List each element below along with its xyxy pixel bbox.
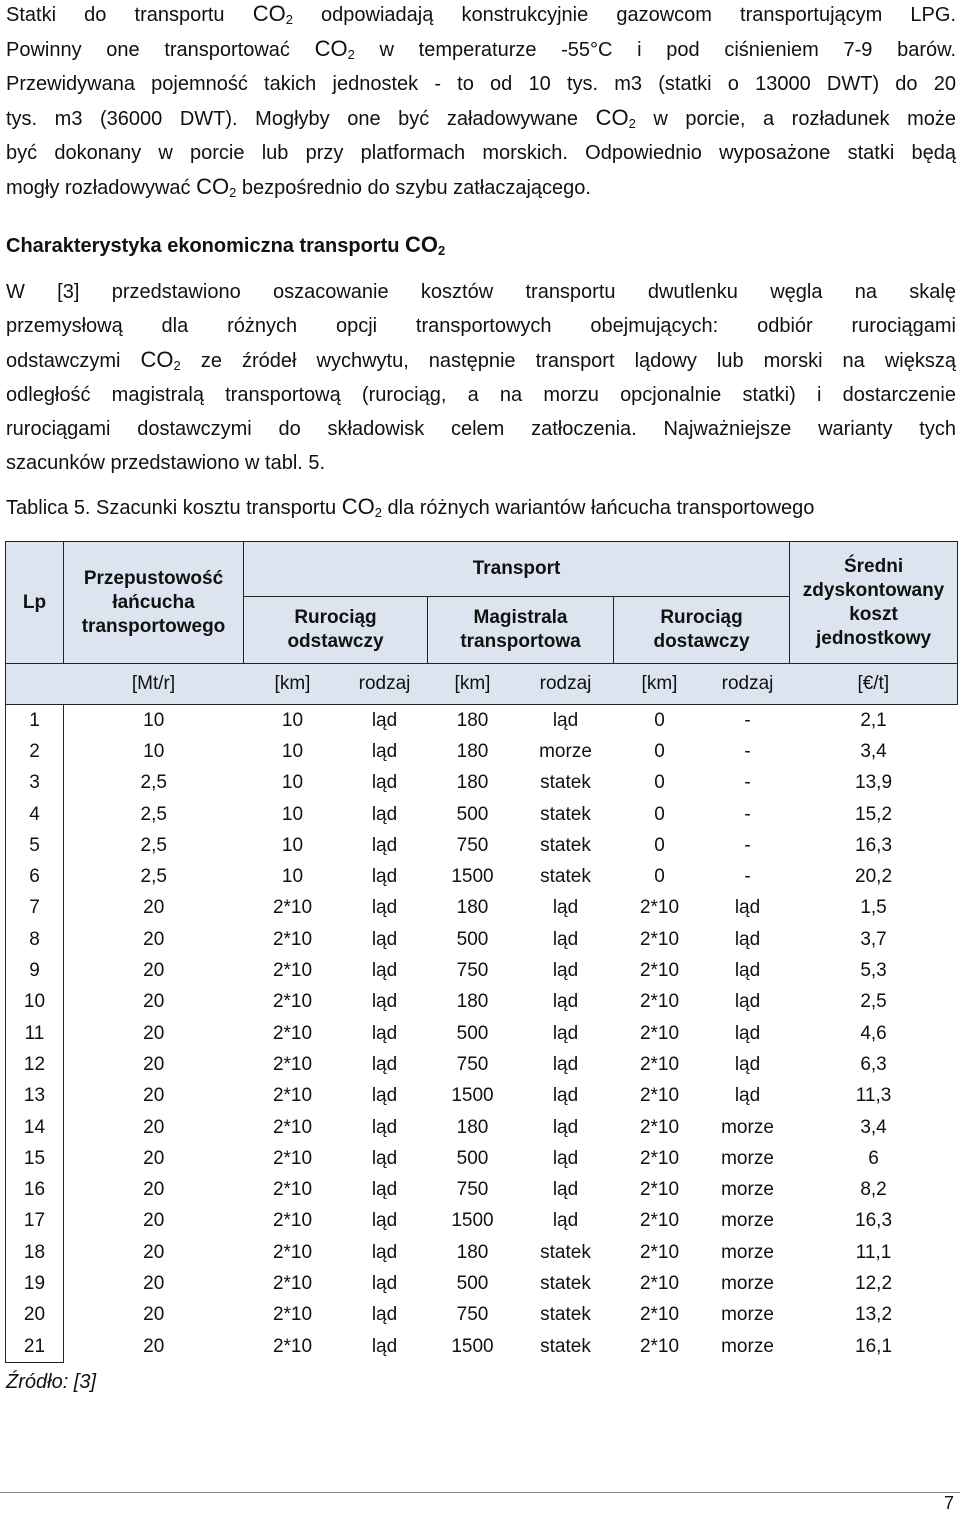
table-cell: 2*10 (639, 1335, 680, 1357)
table-cell: ląd (734, 1053, 761, 1075)
table-cell: 10 (281, 740, 304, 762)
row-number-cell: 18 (6, 1237, 64, 1268)
table-cell: 750 (456, 834, 489, 856)
table-cell: ląd (371, 1022, 398, 1044)
table-row (6, 1174, 958, 1205)
transport-cost-table (5, 541, 958, 1363)
table-cell: 180 (456, 772, 489, 794)
table-cell: 10 (143, 709, 165, 731)
header-feeder-pipeline: Rurociąg odstawczy (244, 597, 428, 664)
header-cost: Średni zdyskontowany koszt jednostkowy (790, 542, 958, 664)
text-line: szacunków przedstawiono w tabl. 5. (6, 452, 326, 474)
table-row (6, 799, 958, 830)
header-lp: Lp (6, 542, 64, 664)
table-cell: ląd (734, 897, 761, 919)
intro-paragraph (6, 0, 956, 205)
row-number-cell: 1 (6, 705, 64, 737)
table-cell: ląd (371, 1053, 398, 1075)
table-row (6, 1237, 958, 1268)
table-cell: ląd (552, 991, 579, 1013)
table-row (6, 1018, 958, 1049)
table-row (6, 987, 958, 1018)
table-cell: 2*10 (272, 1022, 313, 1044)
text-line: rurociągami dostawczymi do składowisk celem zatłoczenia. Najważniejsze warianty tych (6, 418, 956, 440)
text-line: być dokonany w porcie lub przy platformach morskich. Odpowiednio wyposażone statki będą (6, 142, 956, 164)
table-cell: morze (721, 1335, 774, 1357)
table-cell: - (744, 803, 751, 825)
table-cell: ląd (371, 897, 398, 919)
table-cell: 1,5 (860, 897, 887, 919)
table-cell: ląd (371, 960, 398, 982)
table-cell: morze (539, 740, 592, 762)
table-cell: 20 (143, 960, 165, 982)
table-cell: 10 (281, 834, 304, 856)
table-cell: ląd (371, 772, 398, 794)
text-line: mogły rozładowywać $CO_2$ bezpośrednio do szybu zatłaczającego. (6, 174, 591, 200)
units-cell: rodzaj (518, 664, 614, 705)
table-cell: statek (540, 1241, 591, 1263)
page-number: 7 (943, 1493, 954, 1513)
text-line: tys. m3 (36000 DWT). Mogłyby one być załadowywane $CO_2$ w porcie, a rozładunek może (6, 105, 956, 131)
units-cell: rodzaj (342, 664, 428, 705)
table-cell: ląd (552, 960, 579, 982)
table-cell: 2*10 (272, 1272, 313, 1294)
table-cell: 500 (456, 1147, 489, 1169)
header-trunk-line: Magistrala transportowa (428, 597, 614, 664)
table-cell: morze (721, 1147, 774, 1169)
table-cell: statek (540, 1272, 591, 1294)
table-cell: 11,3 (855, 1085, 892, 1107)
table-row (6, 736, 958, 767)
row-number-cell: 2 (6, 736, 64, 767)
table-cell: ląd (734, 991, 761, 1013)
table-cell: ląd (371, 1210, 398, 1232)
table-cell: 1500 (451, 1335, 494, 1357)
table-cell: morze (721, 1116, 774, 1138)
table-cell: 0 (654, 709, 665, 731)
table-cell: ląd (734, 928, 761, 950)
table-cell: ląd (371, 709, 398, 731)
row-number-cell: 9 (6, 955, 64, 986)
table-cell: 500 (456, 1022, 489, 1044)
table-cell: 10 (143, 740, 165, 762)
table-cell: ląd (552, 897, 579, 919)
units-cell: [km] (428, 664, 518, 705)
text-line: Przewidywana pojemność takich jednostek - to od 10 tys. m3 (statki o 13000 DWT) do 20 (6, 73, 956, 95)
table-cell: 10 (281, 866, 304, 888)
row-number-cell: 6 (6, 861, 64, 892)
table-cell: 20 (143, 1147, 165, 1169)
text-line: odległość magistralą transportową (rurociąg, a na morzu opcjonalnie statki) i dostarczenie (6, 384, 956, 406)
table-cell: 2*10 (272, 1116, 313, 1138)
table-cell: 16,3 (855, 1210, 893, 1232)
table-cell: ląd (734, 1022, 761, 1044)
row-number-cell: 16 (6, 1174, 64, 1205)
units-cell: [Mt/r] (64, 664, 244, 705)
table-cell: 2*10 (272, 960, 313, 982)
table-cell: 2*10 (272, 1179, 313, 1201)
table-cell: ląd (371, 740, 398, 762)
table-cell: morze (721, 1272, 774, 1294)
table-cell: ląd (552, 1022, 579, 1044)
table-cell: 2*10 (639, 960, 680, 982)
units-cell: rodzaj (706, 664, 790, 705)
table-cell: 10 (281, 803, 304, 825)
footer-divider (0, 1492, 960, 1493)
table-cell: 4,6 (860, 1022, 887, 1044)
table-cell: 2*10 (272, 897, 313, 919)
table-cell: 2*10 (272, 1304, 313, 1326)
table-cell: 2,5 (860, 991, 887, 1013)
table-cell: 0 (654, 866, 665, 888)
table-cell: 3,7 (860, 928, 887, 950)
table-row (6, 1049, 958, 1080)
table-cell: 20 (143, 1116, 165, 1138)
table-cell: ląd (371, 1147, 398, 1169)
table-cell: 180 (456, 1241, 489, 1263)
table-cell: ląd (371, 991, 398, 1013)
table-cell: 180 (456, 991, 489, 1013)
table-row (6, 1300, 958, 1331)
table-cell: ląd (371, 928, 398, 950)
table-cell: 500 (456, 928, 489, 950)
table-cell: 2*10 (639, 991, 680, 1013)
table-cell: ląd (552, 1210, 579, 1232)
text-line: Statki do transportu $CO_2$ odpowiadają konstrukcyjnie gazowcom transportującym LPG. (6, 1, 957, 27)
table-cell: 20 (143, 928, 165, 950)
table-cell: 750 (456, 1179, 489, 1201)
table-cell: 2*10 (639, 1085, 680, 1107)
table-cell: ląd (371, 834, 398, 856)
table-cell: 16,3 (855, 834, 893, 856)
table-cell: ląd (371, 1272, 398, 1294)
row-number-cell: 17 (6, 1206, 64, 1237)
table-cell: 20 (143, 1241, 165, 1263)
table-cell: ląd (371, 1241, 398, 1263)
table-cell: - (744, 834, 751, 856)
table-cell: ląd (734, 960, 761, 982)
table-cell: statek (540, 772, 591, 794)
table-cell: 16,1 (855, 1335, 893, 1357)
row-number-cell: 7 (6, 893, 64, 924)
table-cell: 6,3 (860, 1053, 887, 1075)
table-cell: 20 (143, 1272, 165, 1294)
row-number-cell: 10 (6, 987, 64, 1018)
table-cell: 2*10 (639, 1241, 680, 1263)
table-cell: 15,2 (855, 803, 893, 825)
table-cell: 2,5 (140, 772, 167, 794)
table-cell: morze (721, 1210, 774, 1232)
row-number-cell: 13 (6, 1081, 64, 1112)
table-row (6, 1331, 958, 1363)
row-number-cell: 4 (6, 799, 64, 830)
table-cell: 10 (281, 772, 304, 794)
table-cell: 20 (143, 897, 165, 919)
table-cell: 10 (281, 709, 304, 731)
table-cell: ląd (371, 1304, 398, 1326)
table-cell: 180 (456, 709, 489, 731)
table-cell: ląd (552, 709, 579, 731)
table-cell: 2*10 (272, 1053, 313, 1075)
table-cell: 180 (456, 1116, 489, 1138)
table-row (6, 893, 958, 924)
table-cell: 2*10 (272, 991, 313, 1013)
table-cell: 20,2 (855, 866, 893, 888)
table-row (6, 1206, 958, 1237)
table-cell: 2*10 (639, 1210, 680, 1232)
table-row (6, 1081, 958, 1112)
row-number-cell: 5 (6, 830, 64, 861)
table-cell: ląd (552, 928, 579, 950)
text-line: odstawczymi $CO_2$ ze źródeł wychwytu, następnie transport lądowy lub morski na większą (6, 347, 956, 373)
table-cell: 1500 (451, 866, 494, 888)
table-cell: - (744, 740, 751, 762)
table-cell: 2*10 (272, 1335, 313, 1357)
table-cell: morze (721, 1241, 774, 1263)
table-cell: 750 (456, 1053, 489, 1075)
table-cell: 20 (143, 1335, 165, 1357)
table-cell: 2*10 (639, 1179, 680, 1201)
table-row (6, 1143, 958, 1174)
row-number-cell: 15 (6, 1143, 64, 1174)
table-row (6, 705, 958, 737)
row-number-cell: 12 (6, 1049, 64, 1080)
table-cell: 2*10 (639, 897, 680, 919)
row-number-cell: 21 (6, 1331, 64, 1363)
table-cell: ląd (552, 1179, 579, 1201)
table-cell: 20 (143, 991, 165, 1013)
table-cell: 3,4 (860, 1116, 887, 1138)
table-cell: 500 (456, 803, 489, 825)
table-cell: 3,4 (860, 740, 887, 762)
table-cell: 0 (654, 740, 665, 762)
text-line: W [3] przedstawiono oszacowanie kosztów transportu dwutlenku węgla na skalę (6, 281, 956, 303)
table-cell: statek (540, 1304, 591, 1326)
units-cell: [km] (244, 664, 342, 705)
table-cell: 2,5 (140, 803, 167, 825)
table-cell: 13,9 (855, 772, 893, 794)
table-cell: ląd (552, 1116, 579, 1138)
table-cell: 20 (143, 1085, 165, 1107)
table-cell: statek (540, 834, 591, 856)
table-cell: 20 (143, 1179, 165, 1201)
table-cell: 750 (456, 960, 489, 982)
table-cell: - (744, 709, 751, 731)
table-cell: 2,5 (140, 866, 167, 888)
table-cell: statek (540, 866, 591, 888)
table-cell: ląd (734, 1085, 761, 1107)
table-cell: 2*10 (639, 1304, 680, 1326)
table-cell: 2*10 (639, 1116, 680, 1138)
table-row (6, 1112, 958, 1143)
table-cell: 750 (456, 1304, 489, 1326)
table-cell: 2,5 (140, 834, 167, 856)
table-cell: 1500 (451, 1085, 494, 1107)
table-cell: 2*10 (272, 1210, 313, 1232)
table-cell: 6 (868, 1147, 879, 1169)
table-cell: 2*10 (272, 1147, 313, 1169)
section-heading: Charakterystyka ekonomiczna transportu $CO_2$ (6, 232, 446, 258)
row-number-cell: 8 (6, 924, 64, 955)
table-body (6, 705, 958, 1363)
table-cell: 500 (456, 1272, 489, 1294)
table-cell: ląd (552, 1085, 579, 1107)
table-cell: ląd (371, 1085, 398, 1107)
table-caption: Tablica 5. Szacunki kosztu transportu $CO_2$ dla różnych wariantów łańcucha transportowego (6, 494, 815, 520)
row-number-cell: 3 (6, 768, 64, 799)
table-cell: - (744, 866, 751, 888)
header-capacity: Przepustowość łańcucha transportowego (64, 542, 244, 664)
table-cell: ląd (371, 1335, 398, 1357)
table-row (6, 924, 958, 955)
table-cell: 180 (456, 897, 489, 919)
table-cell: 5,3 (860, 960, 887, 982)
units-cell: [€/t] (790, 664, 958, 705)
table-row (6, 768, 958, 799)
table-cell: 2*10 (272, 928, 313, 950)
table-cell: 20 (143, 1022, 165, 1044)
table-cell: 8,2 (860, 1179, 887, 1201)
table-cell: 12,2 (855, 1272, 893, 1294)
table-cell: 1500 (451, 1210, 494, 1232)
table-cell: 2*10 (639, 1022, 680, 1044)
row-number-cell: 11 (6, 1018, 64, 1049)
table-cell: statek (540, 1335, 591, 1357)
table-cell: ląd (552, 1053, 579, 1075)
table-cell: ląd (371, 1116, 398, 1138)
table-cell: - (744, 772, 751, 794)
table-cell: 20 (143, 1210, 165, 1232)
table-cell: 0 (654, 803, 665, 825)
text-line: Powinny one transportować $CO_2$ w temperaturze -55°C i pod ciśnieniem 7-9 barów. (6, 36, 957, 62)
header-transport: Transport (244, 542, 790, 597)
table-cell: 2*10 (639, 1147, 680, 1169)
units-cell: [km] (614, 664, 706, 705)
table-cell: ląd (371, 803, 398, 825)
table-row (6, 955, 958, 986)
table-row (6, 1268, 958, 1299)
text-line: przemysłową dla różnych opcji transportowych obejmujących: odbiór rurociągami (6, 315, 956, 337)
table-cell: morze (721, 1304, 774, 1326)
units-cell-blank (6, 664, 64, 705)
table-cell: 2,1 (860, 709, 887, 731)
section-paragraph (6, 275, 956, 480)
table-cell: 2*10 (639, 928, 680, 950)
table-cell: 20 (143, 1053, 165, 1075)
units-row (6, 664, 958, 705)
row-number-cell: 19 (6, 1268, 64, 1299)
table-cell: 2*10 (639, 1053, 680, 1075)
table-cell: ląd (371, 866, 398, 888)
header-delivery-pipeline: Rurociąg dostawczy (614, 597, 790, 664)
table-cell: 13,2 (855, 1304, 893, 1326)
table-cell: morze (721, 1179, 774, 1201)
row-number-cell: 20 (6, 1300, 64, 1331)
table-cell: 20 (143, 1304, 165, 1326)
table-cell: 2*10 (639, 1272, 680, 1294)
table-row (6, 830, 958, 861)
source-note: Źródło: [3] (6, 1371, 97, 1393)
table-cell: ląd (371, 1179, 398, 1201)
table-cell: 0 (654, 834, 665, 856)
table-cell: 180 (456, 740, 489, 762)
table-cell: 11,1 (855, 1241, 892, 1263)
table-cell: statek (540, 803, 591, 825)
table-row (6, 861, 958, 892)
table-cell: 0 (654, 772, 665, 794)
table-cell: ląd (552, 1147, 579, 1169)
table-cell: 2*10 (272, 1241, 313, 1263)
table-cell: 2*10 (272, 1085, 313, 1107)
row-number-cell: 14 (6, 1112, 64, 1143)
